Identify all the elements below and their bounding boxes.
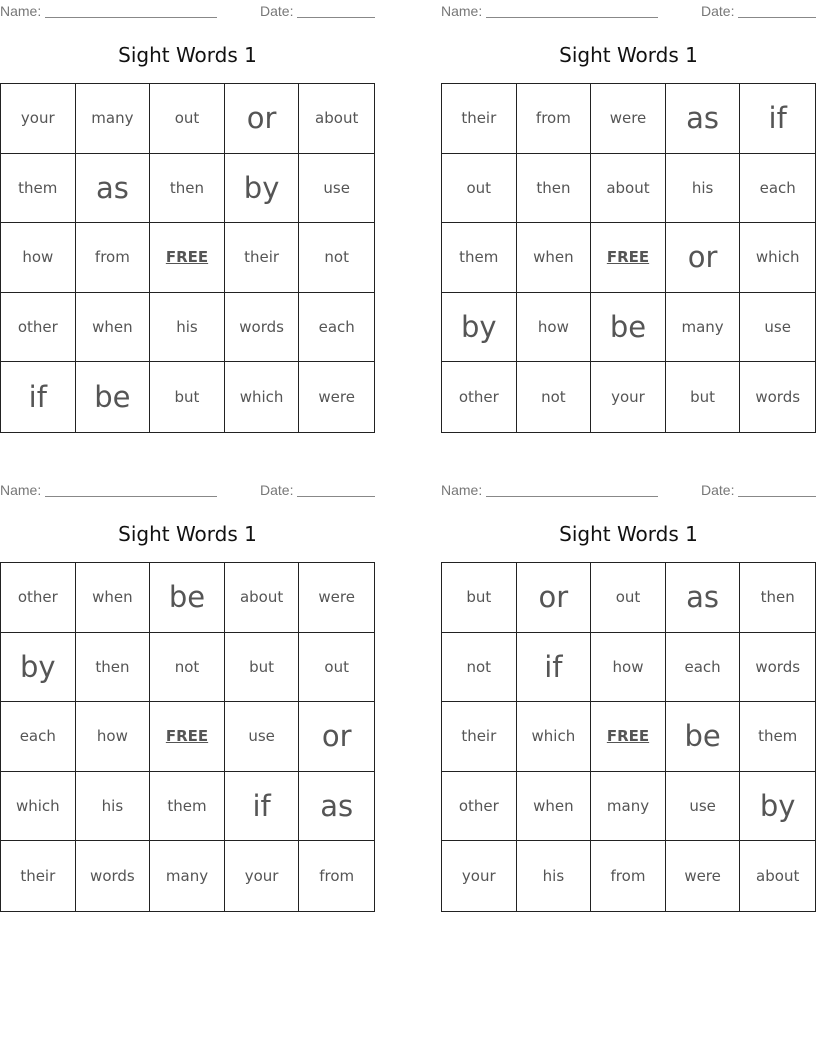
word-cell: words — [225, 293, 300, 363]
bingo-grid — [441, 83, 816, 433]
word-cell: were — [591, 84, 666, 154]
bingo-card-3 — [0, 479, 375, 909]
word-cell: many — [150, 841, 225, 911]
word-cell: how — [76, 702, 151, 772]
word-cell: but — [442, 563, 517, 633]
word-cell: which — [740, 223, 815, 293]
word-cell: were — [299, 563, 374, 633]
word-cell: if — [1, 362, 76, 432]
word-cell: then — [150, 154, 225, 224]
date-line — [738, 17, 816, 18]
word-cell: out — [150, 84, 225, 154]
name-label: Name: — [441, 3, 483, 19]
card-header — [0, 482, 375, 498]
word-cell: their — [1, 841, 76, 911]
free-space: FREE — [591, 223, 666, 293]
word-cell: if — [517, 633, 592, 703]
word-cell: each — [299, 293, 374, 363]
word-cell: as — [666, 563, 741, 633]
word-cell: your — [442, 841, 517, 911]
card-title: Sight Words 1 — [559, 43, 698, 67]
word-cell: which — [225, 362, 300, 432]
word-cell: which — [517, 702, 592, 772]
word-cell: then — [740, 563, 815, 633]
word-cell: be — [591, 293, 666, 363]
date-line — [297, 17, 375, 18]
word-cell: them — [442, 223, 517, 293]
word-cell: or — [299, 702, 374, 772]
word-cell: words — [76, 841, 151, 911]
word-cell: your — [225, 841, 300, 911]
word-cell: by — [1, 633, 76, 703]
bingo-grid — [441, 562, 816, 912]
bingo-grid — [0, 83, 375, 433]
name-line — [486, 17, 658, 18]
name-label: Name: — [0, 3, 42, 19]
word-cell: words — [740, 633, 815, 703]
date-line — [297, 496, 375, 497]
word-cell: his — [76, 772, 151, 842]
word-cell: from — [319, 867, 355, 886]
card-header — [441, 482, 816, 498]
word-cell: other — [1, 293, 76, 363]
name-line — [45, 496, 217, 497]
word-cell: if — [225, 772, 300, 842]
free-space: FREE — [150, 702, 225, 772]
word-cell: them — [740, 702, 815, 772]
word-cell: from — [591, 841, 666, 911]
name-label: Name: — [0, 482, 42, 498]
word-cell: or — [517, 563, 592, 633]
word-cell: not — [150, 633, 225, 703]
word-cell: when — [517, 772, 592, 842]
word-cell: many — [76, 84, 151, 154]
name-label: Name: — [441, 482, 483, 498]
word-cell: then — [76, 633, 151, 703]
word-cell: not — [299, 223, 374, 293]
date-label: Date: — [701, 3, 735, 19]
word-cell: many — [666, 293, 741, 363]
name-line — [45, 17, 217, 18]
word-cell: about — [591, 154, 666, 224]
word-cell: their — [442, 84, 517, 154]
bingo-grid — [0, 562, 375, 912]
word-cell: out — [299, 633, 374, 703]
date-label: Date: — [260, 3, 294, 19]
word-cell: other — [1, 563, 76, 633]
word-cell: from — [76, 223, 151, 293]
word-cell: or — [666, 223, 741, 293]
word-cell: when — [76, 293, 151, 363]
word-cell: how — [517, 293, 592, 363]
word-cell: other — [442, 772, 517, 842]
card-header — [441, 3, 816, 19]
word-cell: them — [1, 154, 76, 224]
word-cell: his — [666, 154, 741, 224]
word-cell: words — [755, 388, 801, 407]
word-cell: be — [666, 702, 741, 772]
word-cell: their — [442, 702, 517, 772]
word-cell: about — [225, 563, 300, 633]
word-cell: your — [591, 362, 666, 432]
word-cell: other — [442, 362, 517, 432]
word-cell: as — [76, 154, 151, 224]
card-title: Sight Words 1 — [118, 43, 257, 67]
word-cell: use — [299, 154, 374, 224]
word-cell: but — [225, 633, 300, 703]
word-cell: or — [225, 84, 300, 154]
name-line — [486, 496, 658, 497]
word-cell: as — [666, 84, 741, 154]
word-cell: your — [1, 84, 76, 154]
word-cell: out — [591, 563, 666, 633]
card-title: Sight Words 1 — [118, 522, 257, 546]
bingo-card-1 — [0, 0, 375, 430]
word-cell: many — [591, 772, 666, 842]
bingo-card-4 — [441, 479, 816, 909]
word-cell: be — [76, 362, 151, 432]
card-header — [0, 3, 375, 19]
word-cell: not — [442, 633, 517, 703]
bingo-card-2 — [441, 0, 816, 430]
word-cell: were — [666, 841, 741, 911]
word-cell: by — [442, 293, 517, 363]
word-cell: each — [740, 154, 815, 224]
word-cell: then — [517, 154, 592, 224]
word-cell: his — [150, 293, 225, 363]
word-cell: by — [225, 154, 300, 224]
word-cell: which — [1, 772, 76, 842]
date-line — [738, 496, 816, 497]
word-cell: about — [756, 867, 800, 886]
word-cell: when — [517, 223, 592, 293]
date-label: Date: — [260, 482, 294, 498]
free-space: FREE — [150, 223, 225, 293]
word-cell: their — [225, 223, 300, 293]
word-cell: as — [299, 772, 374, 842]
word-cell: out — [442, 154, 517, 224]
card-title: Sight Words 1 — [559, 522, 698, 546]
word-cell: not — [517, 362, 592, 432]
word-cell: but — [150, 362, 225, 432]
word-cell: when — [76, 563, 151, 633]
free-space: FREE — [591, 702, 666, 772]
word-cell: them — [150, 772, 225, 842]
word-cell: use — [225, 702, 300, 772]
date-label: Date: — [701, 482, 735, 498]
word-cell: how — [591, 633, 666, 703]
word-cell: but — [666, 362, 741, 432]
word-cell: use — [740, 293, 815, 363]
word-cell: about — [299, 84, 374, 154]
word-cell: how — [1, 223, 76, 293]
word-cell: his — [517, 841, 592, 911]
word-cell: were — [318, 388, 355, 407]
word-cell: each — [1, 702, 76, 772]
word-cell: from — [517, 84, 592, 154]
word-cell: if — [740, 84, 815, 154]
word-cell: be — [150, 563, 225, 633]
word-cell: by — [740, 772, 815, 842]
word-cell: each — [666, 633, 741, 703]
word-cell: use — [666, 772, 741, 842]
